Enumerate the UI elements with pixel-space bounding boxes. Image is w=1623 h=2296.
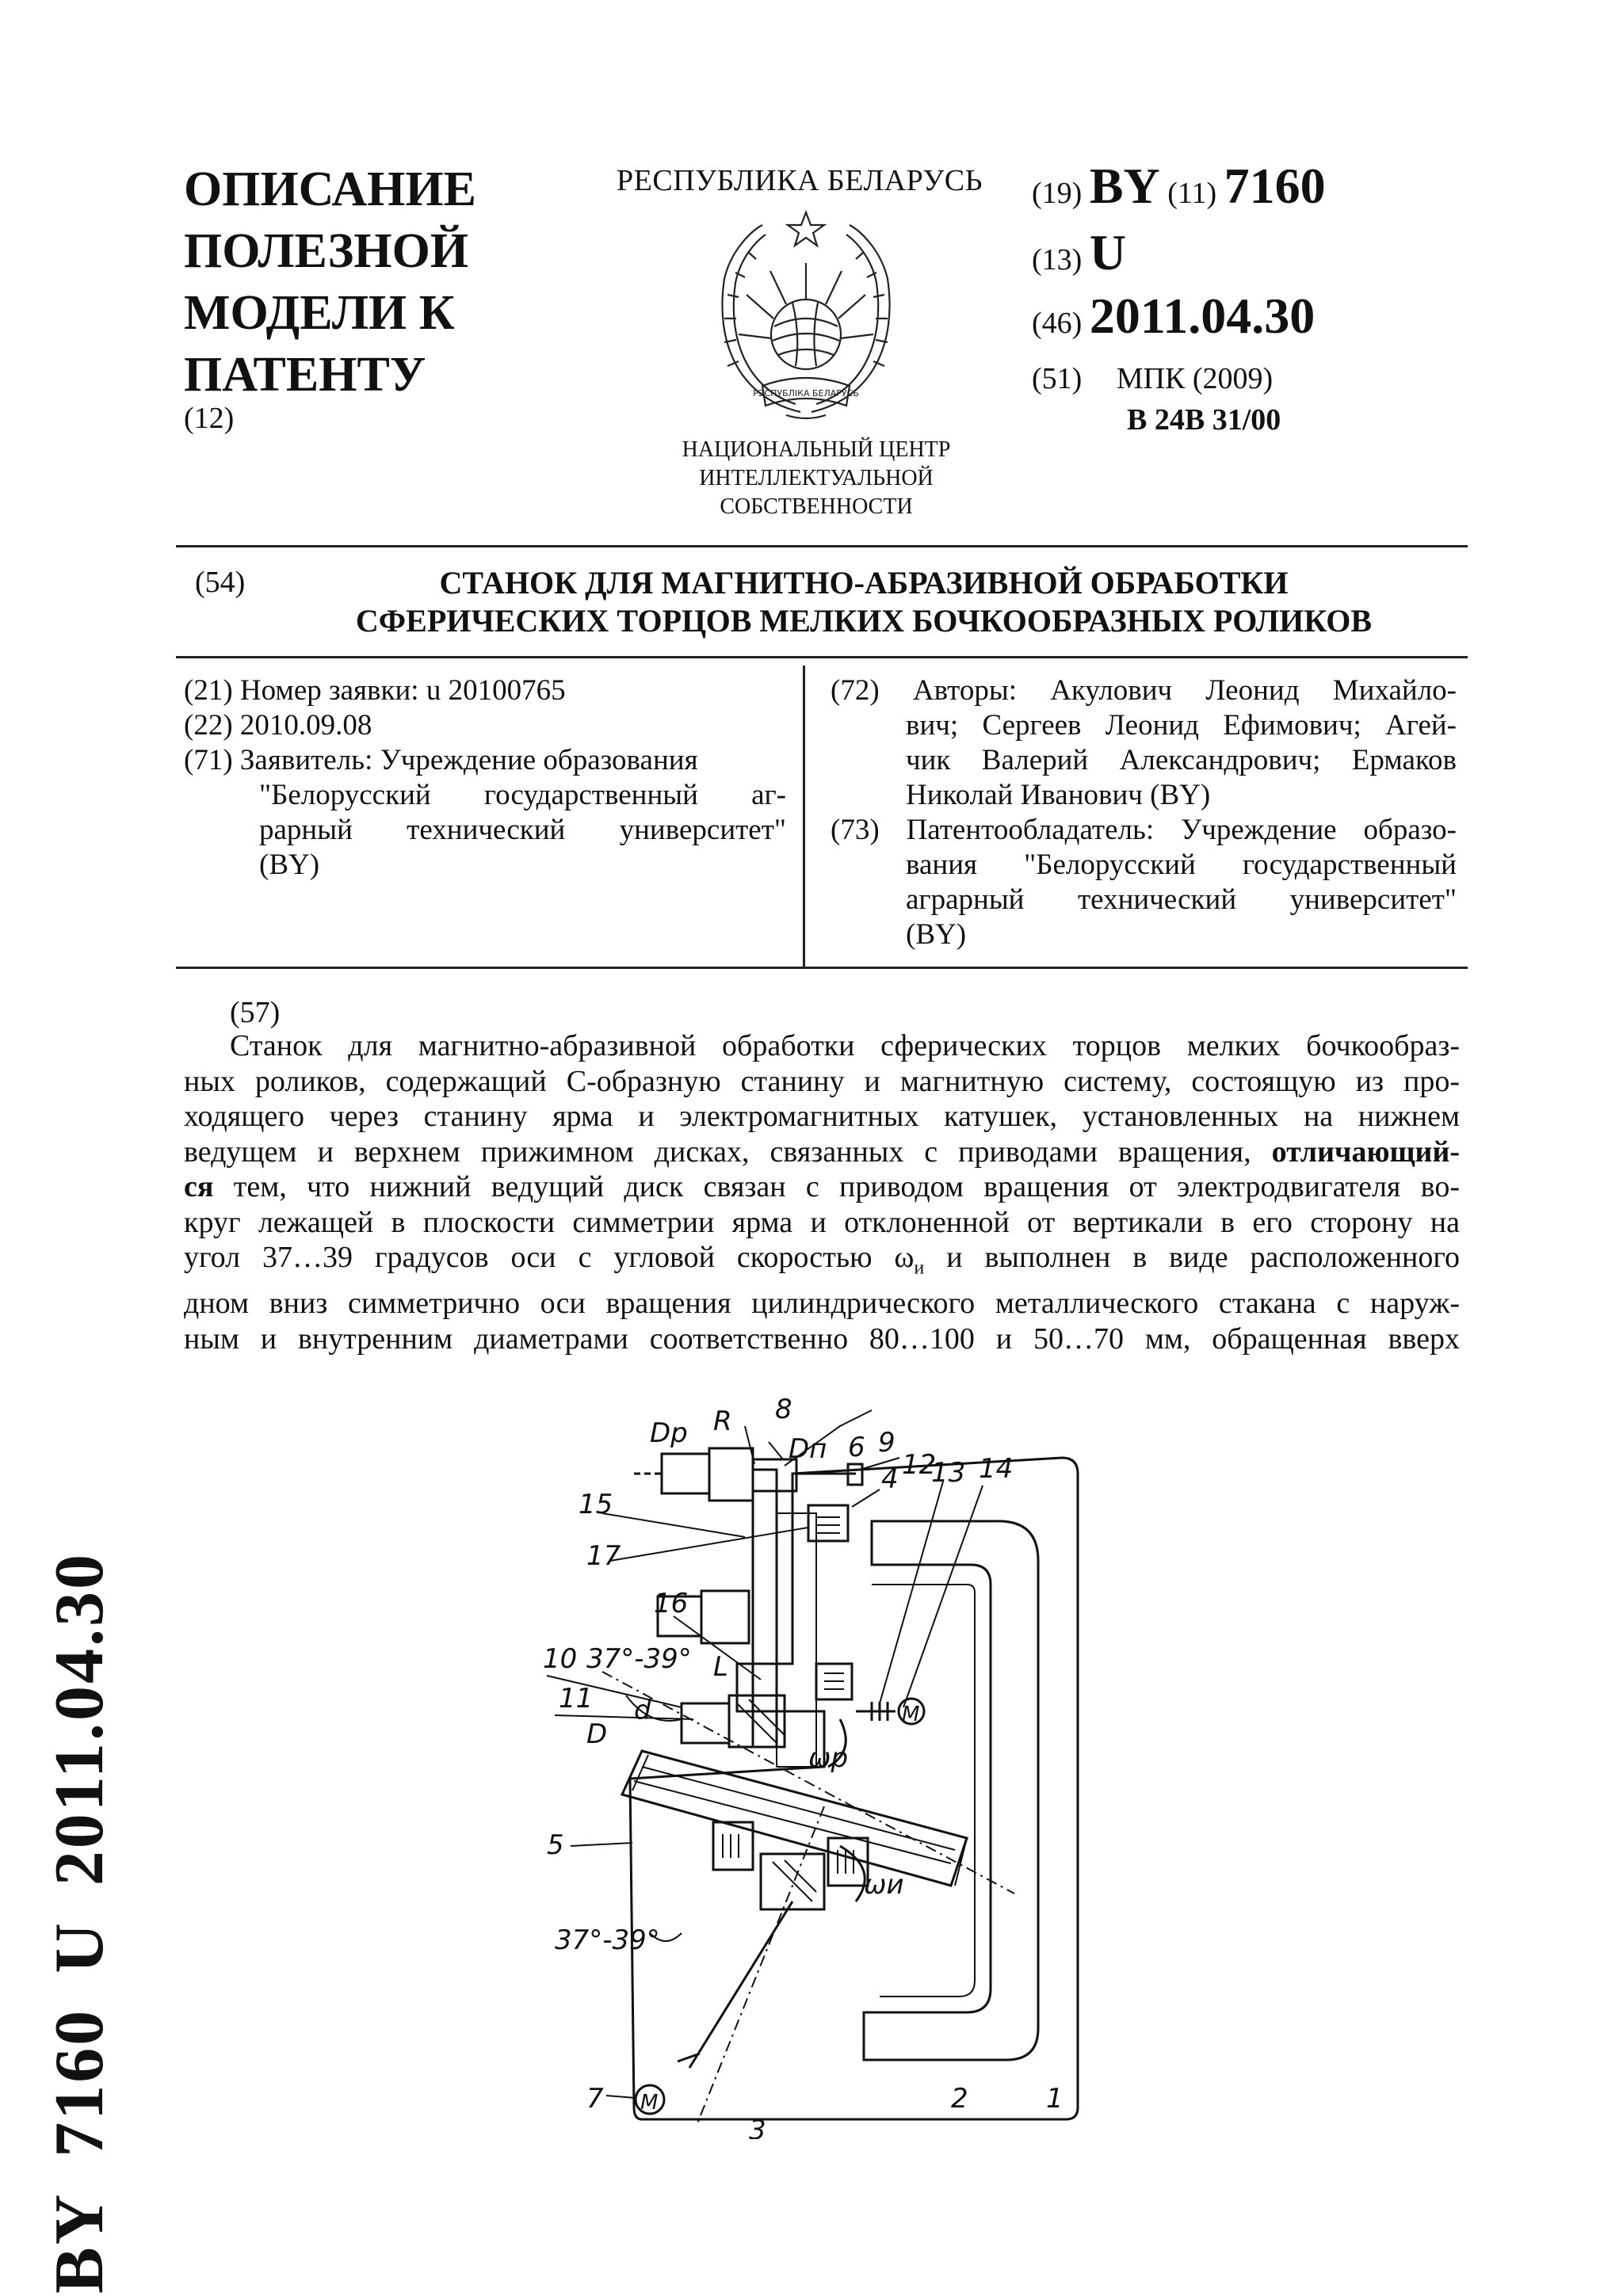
code-51: (51) — [1032, 362, 1083, 395]
label-r: R — [713, 1405, 732, 1437]
abstract-line-6: круг лежащей в плоскости симметрии ярма и отклоненной от вертикали в его сторону на — [184, 1205, 1460, 1239]
abstract-line-4 — [184, 1135, 1460, 1170]
utility-model-title — [262, 564, 1466, 640]
field-21: (21) Номер заявки: u 20100765 — [184, 674, 566, 707]
field-71-line-1: "Белорусский государственный аг- — [259, 779, 786, 811]
side-identifier — [40, 1517, 120, 2294]
label-16: 16 — [654, 1588, 689, 1619]
code-19: (19) — [1032, 177, 1083, 210]
label-omega-i: ωи — [864, 1869, 904, 1901]
rule-bottom — [176, 967, 1468, 969]
side-date: 2011.04.30 — [41, 1552, 118, 1886]
abstract-text — [184, 1028, 1460, 1356]
abstract-line-2: ных роликов, содержащий С-образную станину и магнитную систему, состоящую из про- — [184, 1064, 1460, 1098]
document-title — [184, 158, 596, 406]
biblio-left-column — [184, 673, 786, 883]
field-71-head: (71) Заявитель: Учреждение образования — [184, 744, 698, 776]
label-1: 1 — [1046, 2083, 1064, 2115]
mpk-class: B 24B 31/00 — [1127, 403, 1281, 437]
label-10: 10 — [543, 1643, 578, 1675]
abstract-line-3: ходящего через станину ярма и электромагнитных катушек, установленных на нижнем — [184, 1100, 1460, 1133]
title-line-2: СФЕРИЧЕСКИХ ТОРЦОВ МЕЛКИХ БОЧКООБРАЗНЫХ РОЛИКОВ — [355, 603, 1373, 639]
column-divider — [803, 666, 805, 967]
abstract-line-7-tail: и выполнен в виде расположенного — [946, 1241, 1461, 1274]
code-13: (13) — [1032, 243, 1083, 277]
side-kind: U — [41, 1920, 118, 1974]
field-code-12: (12) — [184, 402, 235, 435]
label-l: L — [713, 1651, 728, 1683]
abstract-line-8: дном вниз симметрично оси вращения цилиндрического металлического стакана с наруж- — [184, 1287, 1460, 1321]
abstract-distinguishing-1: отличающий- — [1271, 1135, 1461, 1169]
field-71-line-3: (BY) — [259, 849, 320, 881]
side-number: 7160 — [41, 2008, 118, 2157]
label-2: 2 — [951, 2083, 968, 2115]
label-4: 4 — [881, 1463, 899, 1495]
label-dp: Dр — [650, 1417, 688, 1449]
abstract-distinguishing-2: ся — [184, 1170, 214, 1203]
label-14: 14 — [979, 1453, 1014, 1485]
label-d-small: d — [634, 1695, 651, 1726]
label-motor-top: M — [902, 1703, 920, 1726]
doc-title-line-2: ПОЛЕЗНОЙ — [184, 224, 469, 278]
label-13: 13 — [931, 1457, 966, 1489]
field-72-line-2: чик Валерий Александрович; Ермаков — [906, 744, 1457, 776]
bib-date — [1032, 287, 1315, 345]
patent-number: 7160 — [1224, 158, 1326, 214]
field-73-line-2: аграрный технический университет" — [906, 883, 1457, 916]
label-15: 15 — [579, 1489, 613, 1520]
label-12: 12 — [902, 1449, 937, 1481]
abstract-line-1: Станок для магнитно-абразивной обработки сферических торцов мелких бочкообраз- — [230, 1029, 1460, 1062]
abstract-line-5 — [184, 1169, 1460, 1205]
abstract-line-5-text: тем, что нижний ведущий диск связан с приводом вращения от электродвигателя во- — [233, 1170, 1460, 1203]
label-omega-p: ωр — [808, 1742, 849, 1774]
side-country: BY — [41, 2191, 118, 2294]
label-d-large: D — [586, 1718, 608, 1750]
national-center — [634, 436, 999, 521]
label-angle-top: 37°-39° — [586, 1643, 692, 1675]
field-73-line-3: (BY) — [906, 918, 967, 951]
bib-mpk — [1032, 361, 1273, 396]
center-line-3: СОБСТВЕННОСТИ — [720, 494, 913, 519]
omega-subscript: и — [914, 1257, 925, 1279]
center-line-2: ИНТЕЛЛЕКТУАЛЬНОЙ — [699, 466, 934, 490]
machine-drawing — [523, 1394, 1125, 2139]
technical-drawing — [523, 1394, 1125, 2143]
field-72-head: (72) Авторы: Акулович Леонид Михайло- — [831, 674, 1457, 707]
mpk-label: МПК (2009) — [1116, 362, 1274, 395]
label-5: 5 — [547, 1829, 564, 1861]
state-emblem-icon — [707, 208, 905, 429]
field-22: (22) 2010.09.08 — [184, 709, 372, 742]
field-code-57: (57) — [230, 996, 281, 1029]
label-8: 8 — [775, 1394, 792, 1425]
code-11: (11) — [1167, 177, 1217, 210]
state-emblem — [707, 208, 905, 433]
label-11: 11 — [559, 1683, 594, 1714]
publication-date: 2011.04.30 — [1089, 288, 1316, 344]
abstract-line-4-text: ведущем и верхнем прижимном дисках, связанных с приводами вращения, — [184, 1135, 1251, 1169]
field-71-line-2: рарный технический университет" — [259, 814, 786, 846]
abstract-line-9: ным и внутренним диаметрами соответственно 80…100 и 50…70 мм, обращенная вверх — [184, 1322, 1460, 1356]
doc-title-line-4: ПАТЕНТУ — [184, 348, 426, 402]
field-72-line-3: Николай Иванович (BY) — [906, 779, 1211, 811]
rule-middle — [176, 656, 1468, 658]
omega-char: ω — [894, 1241, 915, 1274]
center-line-1: НАЦИОНАЛЬНЫЙ ЦЕНТР — [682, 437, 951, 462]
label-motor-bottom: M — [640, 2091, 659, 2115]
field-72-line-1: вич; Сергеев Леонид Ефимович; Агей- — [906, 709, 1457, 742]
label-3: 3 — [749, 2115, 766, 2139]
republic-name: РЕСПУБЛИКА БЕЛАРУСЬ — [617, 164, 983, 197]
rule-top — [176, 545, 1468, 547]
label-dn: Dп — [789, 1433, 827, 1465]
doc-title-line-1: ОПИСАНИЕ — [184, 162, 476, 216]
field-code-54: (54) — [195, 566, 246, 599]
field-73-line-1: вания "Белорусский государственный — [906, 849, 1457, 881]
field-73-head: (73) Патентообладатель: Учреждение образо- — [831, 814, 1457, 846]
bib-country-number — [1032, 157, 1326, 215]
label-6: 6 — [848, 1432, 865, 1463]
country-code: BY — [1089, 158, 1160, 214]
emblem-ribbon-text: РЭСПУБЛІКА БЕЛАРУСЬ — [753, 388, 859, 399]
doc-title-line-3: МОДЕЛИ К — [184, 286, 455, 340]
code-46: (46) — [1032, 307, 1083, 340]
label-angle-bottom: 37°-39° — [555, 1924, 660, 1956]
abstract-line-7-text: угол 37…39 градусов оси с угловой скоростью — [184, 1241, 873, 1274]
omega-symbol — [894, 1241, 925, 1279]
kind-code: U — [1089, 224, 1127, 280]
biblio-right-column — [831, 673, 1457, 952]
title-line-1: СТАНОК ДЛЯ МАГНИТНО-АБРАЗИВНОЙ ОБРАБОТКИ — [439, 565, 1289, 601]
abstract-line-7 — [184, 1240, 1460, 1286]
bib-kind — [1032, 223, 1126, 282]
label-17: 17 — [586, 1540, 621, 1572]
label-7: 7 — [586, 2083, 604, 2115]
label-9: 9 — [878, 1427, 896, 1459]
